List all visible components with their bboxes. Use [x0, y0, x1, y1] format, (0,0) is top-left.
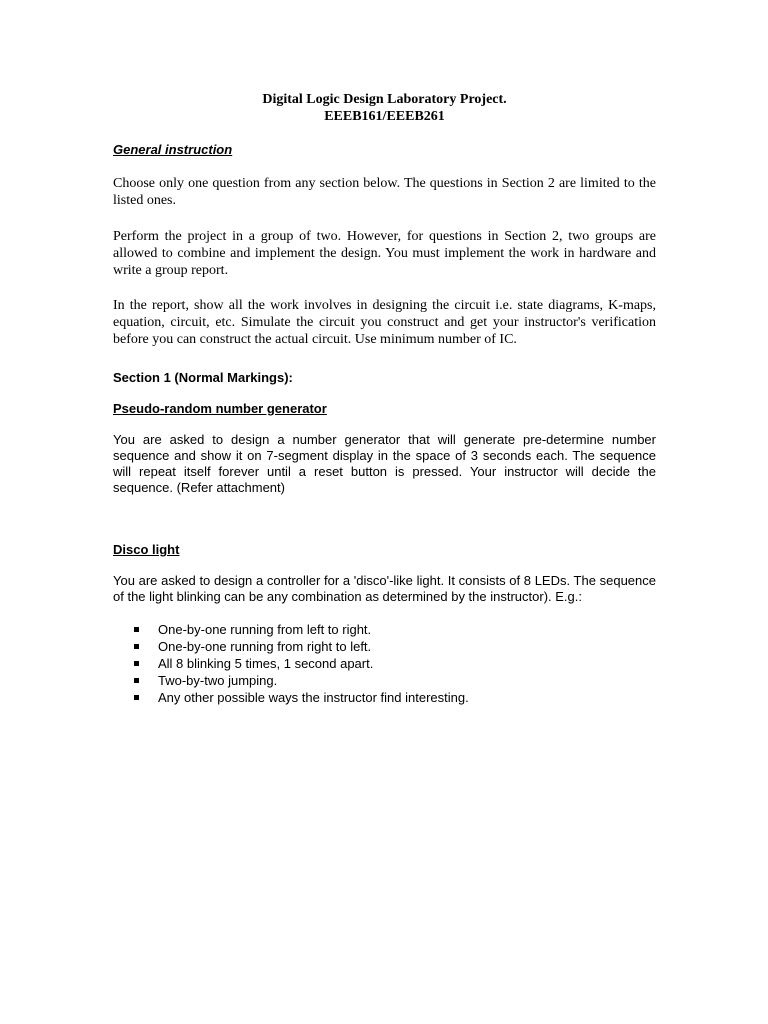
- section-1-heading: Section 1 (Normal Markings):: [113, 370, 293, 385]
- list-item: [113, 638, 656, 655]
- pseudo-random-description: You are asked to design a number generator that will generate pre-determine number sequence and show it on 7-segment display in the space of 3 seconds each. The sequence will repeat itself forever until a reset button is pressed. Your instructor will decide the sequence. (Refer attachment): [113, 432, 656, 495]
- list-item: [113, 672, 656, 689]
- list-item-text: One-by-one running from left to right.: [158, 622, 372, 637]
- pseudo-random-heading: Pseudo-random number generator: [113, 401, 327, 416]
- disco-light-description: You are asked to design a controller for a 'disco'-like light. It consists of 8 LEDs. The sequence of the light blinking can be any combination as determined by the instructor). E.g.:: [113, 573, 656, 604]
- list-item-text: Any other possible ways the instructor find interesting.: [158, 690, 469, 705]
- square-bullet-icon: [134, 627, 139, 632]
- list-item-text: One-by-one running from right to left.: [158, 639, 372, 654]
- list-item: [113, 621, 656, 638]
- instruction-paragraph-2: Perform the project in a group of two. However, for questions in Section 2, two groups are allowed to combine and implement the design. You must implement the work in hardware and write a group report.: [113, 229, 656, 278]
- instruction-paragraph-3: In the report, show all the work involves in designing the circuit i.e. state diagrams, K-maps, equation, circuit, etc. Simulate the circuit you construct and get your instructor's verification before you can construct the actual circuit. Use minimum number of IC.: [113, 298, 656, 347]
- list-item: [113, 689, 656, 706]
- disco-light-pattern-list: [113, 621, 656, 706]
- course-codes: EEEB161/EEEB261: [324, 109, 445, 124]
- general-instruction-heading: General instruction: [113, 142, 233, 157]
- square-bullet-icon: [134, 661, 139, 666]
- disco-light-heading: Disco light: [113, 542, 180, 557]
- square-bullet-icon: [134, 678, 139, 683]
- square-bullet-icon: [134, 695, 139, 700]
- list-item-text: All 8 blinking 5 times, 1 second apart.: [158, 656, 374, 671]
- document-content: [113, 91, 656, 706]
- document-title: Digital Logic Design Laboratory Project.: [262, 92, 507, 107]
- list-item: [113, 655, 656, 672]
- instruction-paragraph-1: Choose only one question from any section below. The questions in Section 2 are limited to the listed ones.: [113, 176, 656, 208]
- square-bullet-icon: [134, 644, 139, 649]
- list-item-text: Two-by-two jumping.: [158, 673, 278, 688]
